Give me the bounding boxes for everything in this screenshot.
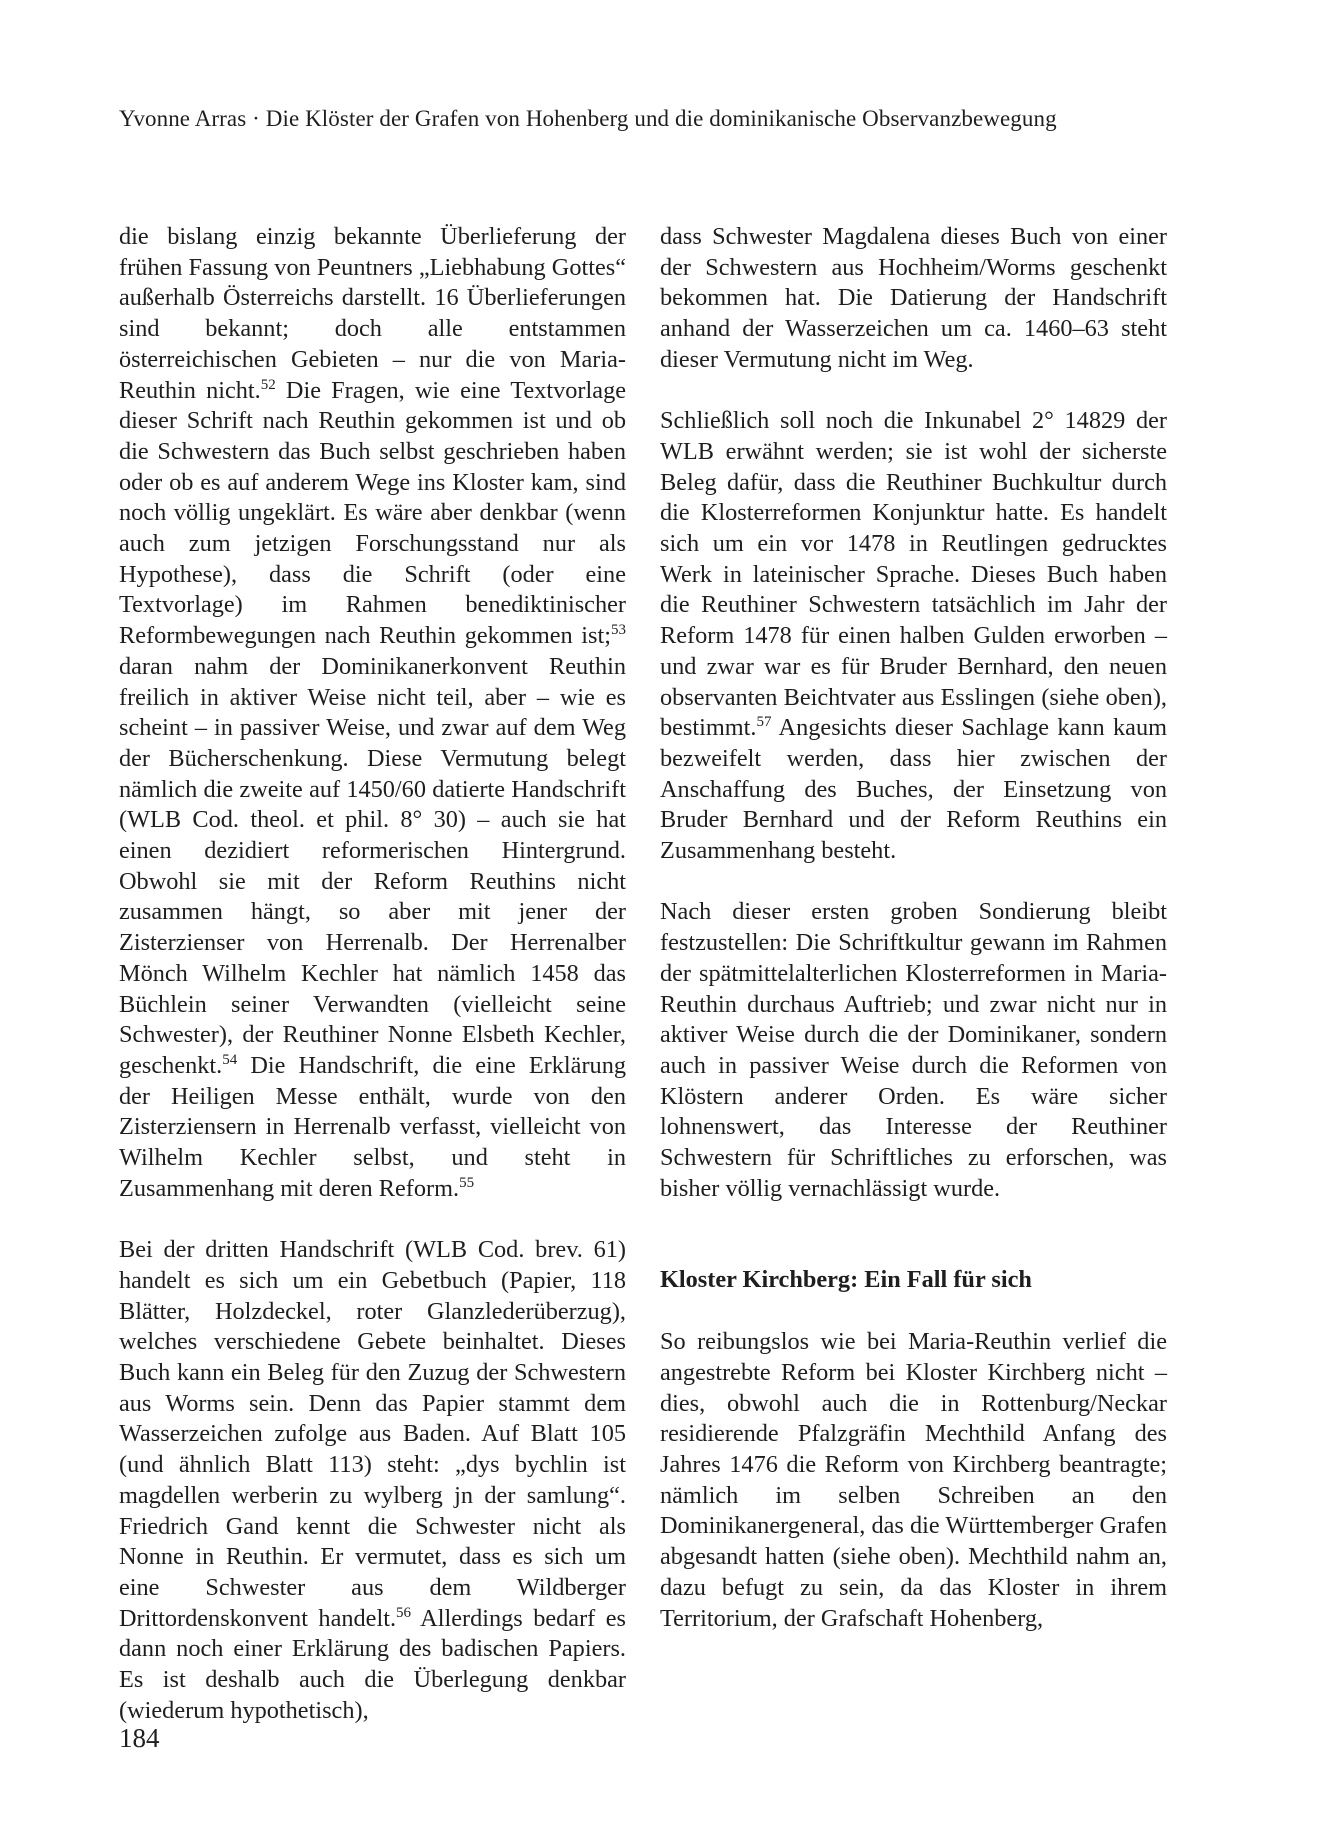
- paragraph: So reibungslos wie bei Maria-Reuthin verlief die angestrebte Reform bei Kloster Kirchberg nicht – dies, obwohl auch die in Rottenburg/Neckar residierende Pfalzgräfin Mechthild Anfang des Jahres 1476 die Reform von Kirchberg beantragte; nämlich im selben Schreiben an den Dominikanergeneral, das die Württemberger Grafen abgesandt hatten (siehe oben). Mechthild nahm an, dazu befugt zu sein, da das Kloster in ihrem Territorium, der Grafschaft Hohenberg,: [660, 1328, 1167, 1632]
- running-head: Yvonne Arras · Die Klöster der Grafen von Hohenberg und die dominikanische Observanzbewegung: [119, 106, 1057, 131]
- footnote-ref-52[interactable]: 52: [260, 376, 276, 393]
- paragraph: [119, 222, 626, 1205]
- page-number: 184: [119, 1723, 160, 1753]
- paragraph: dass Schwester Magdalena dieses Buch von einer der Schwestern aus Hochheim/Worms geschenkt bekommen hat. Die Datierung der Handschrift anhand der Wasserzeichen um ca. 1460–63 steht dieser Vermutung nicht im Weg.: [660, 223, 1167, 373]
- text-run: Allerdings bedarf es dann noch einer Erklärung des badischen Papiers. Es ist deshalb auch die Überlegung denkbar (wiederum hypothetisch),: [119, 1604, 626, 1724]
- paragraph: [660, 406, 1167, 867]
- paragraph: [119, 1235, 626, 1726]
- section-heading: Kloster Kirchberg: Ein Fall für sich: [660, 1266, 1032, 1294]
- footnote-ref-57[interactable]: 57: [756, 714, 772, 731]
- text-run: Schließlich soll noch die Inkunabel 2° 14829 der WLB erwähnt werden; sie ist wohl der sicherste Beleg dafür, dass die Reuthiner Buchkultur durch die Klosterreformen Konjunktur hatte. Es handelt sich um ein vor 1478 in Reutlingen gedrucktes Werk in lateinischer Sprache. Dieses Buch haben die Reuthiner Schwestern tatsächlich im Jahr der Reform 1478 für einen halben Gulden erworben – und zwar war es für Bruder Bernhard, den neuen observanten Beichtvater aus Esslingen (siehe oben), bestimmt.: [660, 407, 1167, 742]
- text-run: daran nahm der Dominikanerkonvent Reuthin freilich in aktiver Weise nicht teil, aber – wie es scheint – in passiver Weise, und zwar auf dem Weg der Bücherschenkung. Diese Vermutung belegt nämlich die zweite auf 1450/60 datierte Handschrift (WLB Cod. theol. et phil. 8° 30) – auch sie hat einen dezidiert reformerischen Hintergrund. Obwohl sie mit der Reform Reuthins nicht zusammen hängt, so aber mit jener der Zisterzienser von Herrenalb. Der Herrenalber Mönch Wilhelm Kechler hat nämlich 1458 das Büchlein seiner Verwandten (vielleicht seine Schwester), der Reuthiner Nonne Elsbeth Kechler, geschenkt.: [119, 652, 626, 1079]
- left-column: [119, 222, 626, 1726]
- paragraph: Nach dieser ersten groben Sondierung bleibt festzustellen: Die Schriftkultur gewann im Rahmen der spätmittelalterlichen Klosterreformen in Maria-Reuthin durchaus Auftrieb; und zwar nicht nur in aktiver Weise durch die der Dominikaner, sondern auch in passiver Weise durch die Reformen von Klöstern anderer Orden. Es wäre sicher lohnenswert, das Interesse der Reuthiner Schwestern für Schriftliches zu erforschen, was bisher völlig vernachlässigt wurde.: [660, 898, 1167, 1202]
- text-run: Die Handschrift, die eine Erklärung der Heiligen Messe enthält, wurde von den Zisterziensern in Herrenalb verfasst, vielleicht von Wilhelm Kechler selbst, und steht in Zusammenhang mit deren Reform.: [119, 1051, 626, 1202]
- footnote-ref-56[interactable]: 56: [396, 1604, 412, 1621]
- footnote-ref-53[interactable]: 53: [611, 622, 626, 639]
- text-run: Die Fragen, wie eine Textvorlage dieser Schrift nach Reuthin gekommen ist und ob die Schwestern das Buch selbst geschrieben haben oder ob es auf anderem Wege ins Kloster kam, sind noch völlig ungeklärt. Es wäre aber denkbar (wenn auch zum jetzigen Forschungsstand nur als Hypothese), dass die Schrift (oder eine Textvorlage) im Rahmen benediktinischer Reformbewegungen nach Reuthin gekommen ist;: [119, 376, 626, 650]
- text-run: Bei der dritten Handschrift (WLB Cod. brev. 61) handelt es sich um ein Gebetbuch (Papier, 118 Blätter, Holzdeckel, roter Glanzlederüberzug), welches verschiedene Gebete beinhaltet. Dieses Buch kann ein Beleg für den Zuzug der Schwestern aus Worms sein. Denn das Papier stammt dem Wasserzeichen zufolge aus Baden. Auf Blatt 105 (und ähnlich Blatt 113) steht: „dys bychlin ist magdellen werberin zu wylberg jn der samlung“. Friedrich Gand kennt die Schwester nicht als Nonne in Reuthin. Er vermutet, dass es sich um eine Schwester aus dem Wildberger Drittordenskonvent handelt.: [119, 1236, 626, 1632]
- footnote-ref-55[interactable]: 55: [459, 1174, 475, 1191]
- text-run: Angesichts dieser Sachlage kann kaum bezweifelt werden, dass hier zwischen der Anschaffung des Buches, der Einsetzung von Bruder Bernhard und der Reform Reuthins ein Zusammenhang besteht.: [660, 714, 1167, 865]
- footnote-ref-54[interactable]: 54: [222, 1051, 238, 1068]
- text-run: die bislang einzig bekannte Überlieferung der frühen Fassung von Peuntners „Liebhabung Gottes“ außerhalb Österreichs darstellt. 16 Überlieferungen sind bekannt; doch alle entstammen österreichischen Gebieten – nur die von Maria-Reuthin nicht.: [119, 223, 626, 404]
- right-column: [660, 222, 1167, 1634]
